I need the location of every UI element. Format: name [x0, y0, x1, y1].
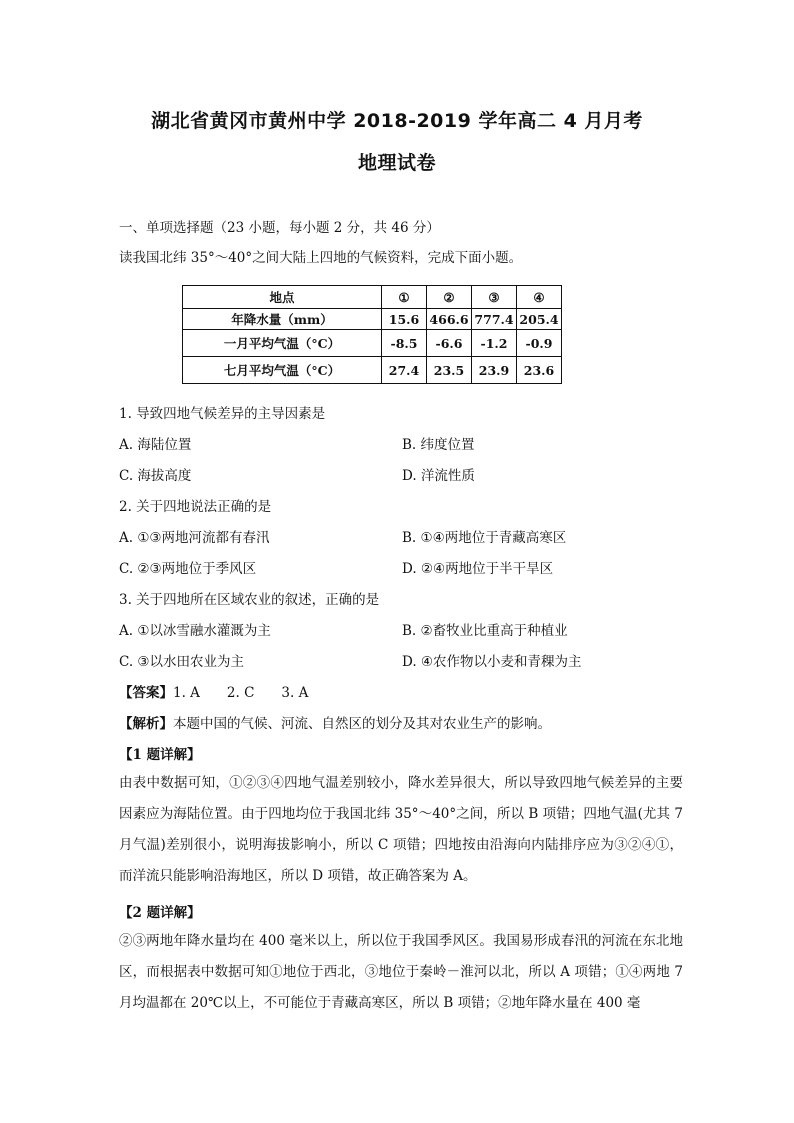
- table-header-row: [183, 286, 562, 309]
- detail-1-paragraph: [119, 768, 683, 892]
- answer-label: 【答案】: [119, 685, 173, 701]
- question-3-option-d: D. ④农作物以小麦和青稞为主: [402, 654, 582, 670]
- analysis-label: 【解析】: [119, 716, 173, 732]
- table-header-cell: ③: [472, 286, 517, 309]
- table-cell: 27.4: [382, 357, 427, 384]
- table-row-label: 年降水量（mm）: [183, 309, 382, 330]
- detail-1-text: 由表中数据可知，①②③④四地气温差别较小，降水差异很大，所以导致四地气候差异的主要因素应为海陆位置。由于四地均位于我国北纬 35°～40°之间，所以 B 项错；四地气温(尤其 7 月气温)差别很小，说明海拔影响小，所以 C 项错；四地按由沿海向内陆排序应为③②④①，而洋流只能影响沿海地区，所以 D 项错，故正确答案为 A。: [119, 775, 683, 884]
- question-3-option-b: B. ②畜牧业比重高于种植业: [402, 623, 568, 639]
- question-3-option-a: A. ①以冰雪融水灌溉为主: [119, 623, 271, 639]
- question-2-stem: 2. 关于四地说法正确的是: [119, 499, 272, 515]
- table-row: [183, 309, 562, 330]
- table-row-label: 一月平均气温（°C）: [183, 330, 382, 357]
- question-3-option-c: C. ③以水田农业为主: [119, 654, 245, 670]
- table-cell: -1.2: [472, 330, 517, 357]
- table-row-label: 七月平均气温（°C）: [183, 357, 382, 384]
- table-cell: 23.5: [427, 357, 472, 384]
- question-1-stem: 1. 导致四地气候差异的主导因素是: [119, 406, 326, 422]
- climate-table: [182, 285, 562, 384]
- analysis-text: 本题中国的气候、河流、自然区的划分及其对农业生产的影响。: [173, 716, 551, 732]
- question-2-option-d: D. ②④两地位于半干旱区: [402, 561, 554, 577]
- answer-text: 1. A 2. C 3. A: [173, 685, 309, 701]
- table-cell: -0.9: [517, 330, 562, 357]
- table-cell: -8.5: [382, 330, 427, 357]
- question-2-option-a: A. ①③两地河流都有春汛: [119, 530, 270, 546]
- question-1-option-b: B. 纬度位置: [402, 437, 475, 453]
- section-heading: 一、单项选择题（23 小题，每小题 2 分，共 46 分）: [119, 220, 440, 236]
- detail-2-paragraph: [119, 926, 683, 1019]
- table-header-cell: ④: [517, 286, 562, 309]
- detail-1-label: 【1 题详解】: [119, 747, 201, 763]
- table-header-cell: 地点: [183, 286, 382, 309]
- table-header-cell: ①: [382, 286, 427, 309]
- detail-2-label: 【2 题详解】: [119, 905, 201, 921]
- question-2-option-c: C. ②③两地位于季风区: [119, 561, 257, 577]
- question-1-option-c: C. 海拔高度: [119, 468, 192, 484]
- table-header-cell: ②: [427, 286, 472, 309]
- question-1-option-d: D. 洋流性质: [402, 468, 475, 484]
- table-cell: 23.6: [517, 357, 562, 384]
- intro-text: 读我国北纬 35°～40°之间大陆上四地的气候资料，完成下面小题。: [119, 250, 523, 266]
- table-cell: 205.4: [517, 309, 562, 330]
- analysis-line: [119, 715, 551, 733]
- question-3-stem: 3. 关于四地所在区域农业的叙述，正确的是: [119, 592, 380, 608]
- question-1-option-a: A. 海陆位置: [119, 437, 192, 453]
- table-row: [183, 330, 562, 357]
- question-2-option-b: B. ①④两地位于青藏高寒区: [402, 530, 567, 546]
- table-cell: 466.6: [427, 309, 472, 330]
- document-title: 湖北省黄冈市黄州中学 2018-2019 学年高二 4 月月考: [151, 110, 643, 132]
- table-cell: 23.9: [472, 357, 517, 384]
- answer-line: [119, 684, 308, 702]
- table-cell: -6.6: [427, 330, 472, 357]
- document-subtitle: 地理试卷: [357, 152, 436, 174]
- table-cell: 15.6: [382, 309, 427, 330]
- table-cell: 777.4: [472, 309, 517, 330]
- detail-2-text: ②③两地年降水量均在 400 毫米以上，所以位于我国季风区。我国易形成春汛的河流在东北地区，而根据表中数据可知①地位于西北，③地位于秦岭－淮河以北，所以 A 项错；①④两地 7 月均温都在 20℃以上，不可能位于青藏高寒区，所以 B 项错；②地年降水量在 400 毫: [119, 933, 683, 1011]
- table-row: [183, 357, 562, 384]
